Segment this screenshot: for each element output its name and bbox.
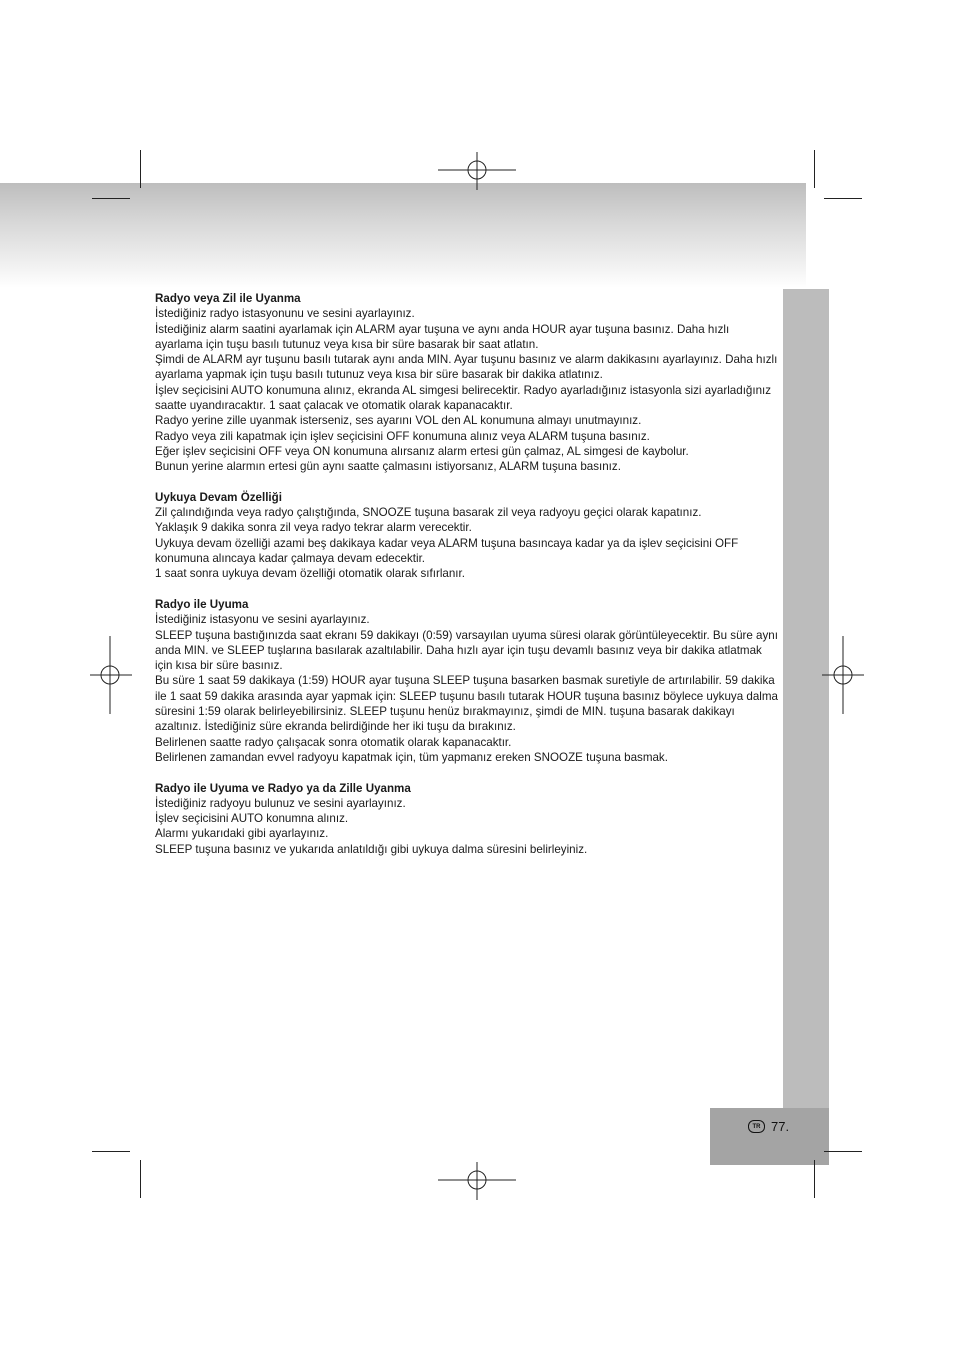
section-sleep-with-radio bbox=[155, 597, 780, 765]
paragraph: İstediğiniz alarm saatini ayarlamak için ALARM ayar tuşuna ve aynı anda HOUR ayar tuşuna basınız. Daha hızlı ayarlama için tuşu basılı tutunuz veya kısa bir süre basarak bir saat atlatın. bbox=[155, 322, 730, 351]
page-number-label: 77. bbox=[771, 1119, 790, 1134]
section-heading: Radyo ile Uyuma bbox=[155, 597, 249, 611]
paragraph: İstediğiniz radyoyu bulunuz ve sesini ayarlayınız. bbox=[155, 796, 406, 810]
paragraph: Belirlenen zamandan evvel radyoyu kapatmak için, tüm yapmanız ereken SNOOZE tuşuna basmak. bbox=[155, 750, 668, 764]
paragraph: İşlev seçicisini AUTO konumna alınız. bbox=[155, 812, 349, 826]
crop-mark bbox=[814, 1160, 815, 1198]
crop-mark bbox=[140, 1160, 141, 1198]
paragraph: SLEEP tuşuna basınız ve yukarıda anlatıldığı gibi uykuya dalma süresini belirleyiniz. bbox=[155, 842, 588, 856]
page-number bbox=[748, 1119, 789, 1134]
page-content bbox=[155, 291, 780, 872]
crop-mark bbox=[824, 1151, 862, 1152]
paragraph: Alarmı yukarıdaki gibi ayarlayınız. bbox=[155, 827, 329, 841]
paragraph: Uykuya devam özelliği azami beş dakikaya kadar veya ALARM tuşuna basıncaya kadar ya da işlev seçicisini OFF konumuna alıncaya kadar çalmaya devam edecektir. bbox=[155, 536, 739, 566]
section-heading: Radyo veya Zil ile Uyanma bbox=[155, 292, 301, 305]
section-radio-or-alarm-wakeup bbox=[155, 291, 780, 475]
paragraph: Radyo yerine zille uyanmak isterseniz, ses ayarını VOL den AL konumuna almayı unutmayınız. bbox=[155, 414, 642, 428]
paragraph: Yaklaşık 9 dakika sonra zil veya radyo tekrar alarm verecektir. bbox=[155, 521, 472, 535]
section-sleep-and-wakeup bbox=[155, 781, 780, 857]
registration-mark-top bbox=[438, 150, 516, 192]
paragraph: Radyo veya zili kapatmak için işlev seçicisini OFF konumuna alınız veya ALARM tuşuna basınız. bbox=[155, 429, 650, 443]
paragraph: İstediğiniz istasyonu ve sesini ayarlayınız. bbox=[155, 613, 370, 627]
crop-mark bbox=[824, 198, 862, 199]
section-snooze-feature bbox=[155, 490, 780, 582]
registration-mark-bottom bbox=[438, 1160, 516, 1202]
paragraph: Şimdi de ALARM ayr tuşunu basılı tutarak aynı anda MIN. Ayar tuşunu basınız ve alarm dakikasını ayarlayınız. Daha hızlı ayarlama yapmak için tuşu basılı tutunuz veya kısa bir süre basarak bir dakika atlatınız. bbox=[155, 353, 778, 382]
registration-mark-left bbox=[90, 636, 132, 714]
paragraph: Bu süre 1 saat 59 dakikaya (1:59) HOUR ayar tuşuna SLEEP tuşuna basarken basmak suretiyle de artırılabilir. 59 dakika ile 1 saat 59 dakika arasında ayar yapmak için: SLEEP tuşunu basılı tutarak HOUR tuşuna basınız böylece uykuya dalma süresini 1:59 olarak belirleyebilirsiniz. SLEEP tuşunu henüz bırakmayınız, şimdi de MIN. tuşuna basarak dakikayı azaltınız. İstediğiniz süre ekranda belirdiğinde her iki tuşu da bırakınız. bbox=[155, 674, 778, 734]
paragraph: İşlev seçicisini AUTO konumuna alınız, ekranda AL simgesi belirecektir. Radyo ayarladığınız istasyonla sizi ayarladığınız saatte uyandıracaktır. 1 saat çalacak ve otomatik olarak kapanacaktır. bbox=[155, 383, 772, 413]
crop-mark bbox=[814, 150, 815, 188]
section-heading: Uykuya Devam Özelliği bbox=[155, 490, 282, 504]
section-heading: Radyo ile Uyuma ve Radyo ya da Zille Uyanma bbox=[155, 781, 411, 795]
paragraph: SLEEP tuşuna bastığınızda saat ekranı 59 dakikayı (0:59) varsayılan uyuma süresi olarak görüntüleyecektir. Bu süre aynı anda MIN. ve SLEEP tuşlarına basılarak azaltılabilir. Daha hızlı ayar için tuşu devamlı basınız veya bir dakika atlatmak için kısa bir süre basınız. bbox=[155, 628, 778, 673]
paragraph: İstediğiniz radyo istasyonunu ve sesini ayarlayınız. bbox=[155, 307, 415, 321]
paragraph: 1 saat sonra uykuya devam özelliği otomatik olarak sıfırlanır. bbox=[155, 567, 465, 581]
paragraph: Zil çalındığında veya radyo çalıştığında, SNOOZE tuşuna basarak zil veya radyoyu geçici olarak kapatınız. bbox=[155, 506, 702, 520]
language-badge-icon: TR bbox=[748, 1120, 765, 1133]
paragraph: Eğer işlev seçicisini OFF veya ON konumuna alırsanız alarm ertesi gün çalmaz, AL simgesi de kaybolur. bbox=[155, 444, 689, 458]
page-number-box bbox=[710, 1108, 829, 1165]
paragraph: Bunun yerine alarmın ertesi gün aynı saatte çalmasını istiyorsanız, ALARM tuşuna basınız. bbox=[155, 460, 621, 474]
crop-mark bbox=[92, 198, 130, 199]
registration-mark-right bbox=[822, 636, 864, 714]
paragraph: Belirlenen saatte radyo çalışacak sonra otomatik olarak kapanacaktır. bbox=[155, 735, 512, 749]
crop-mark bbox=[92, 1151, 130, 1152]
side-tab-strip bbox=[783, 289, 829, 1165]
crop-mark bbox=[140, 150, 141, 188]
